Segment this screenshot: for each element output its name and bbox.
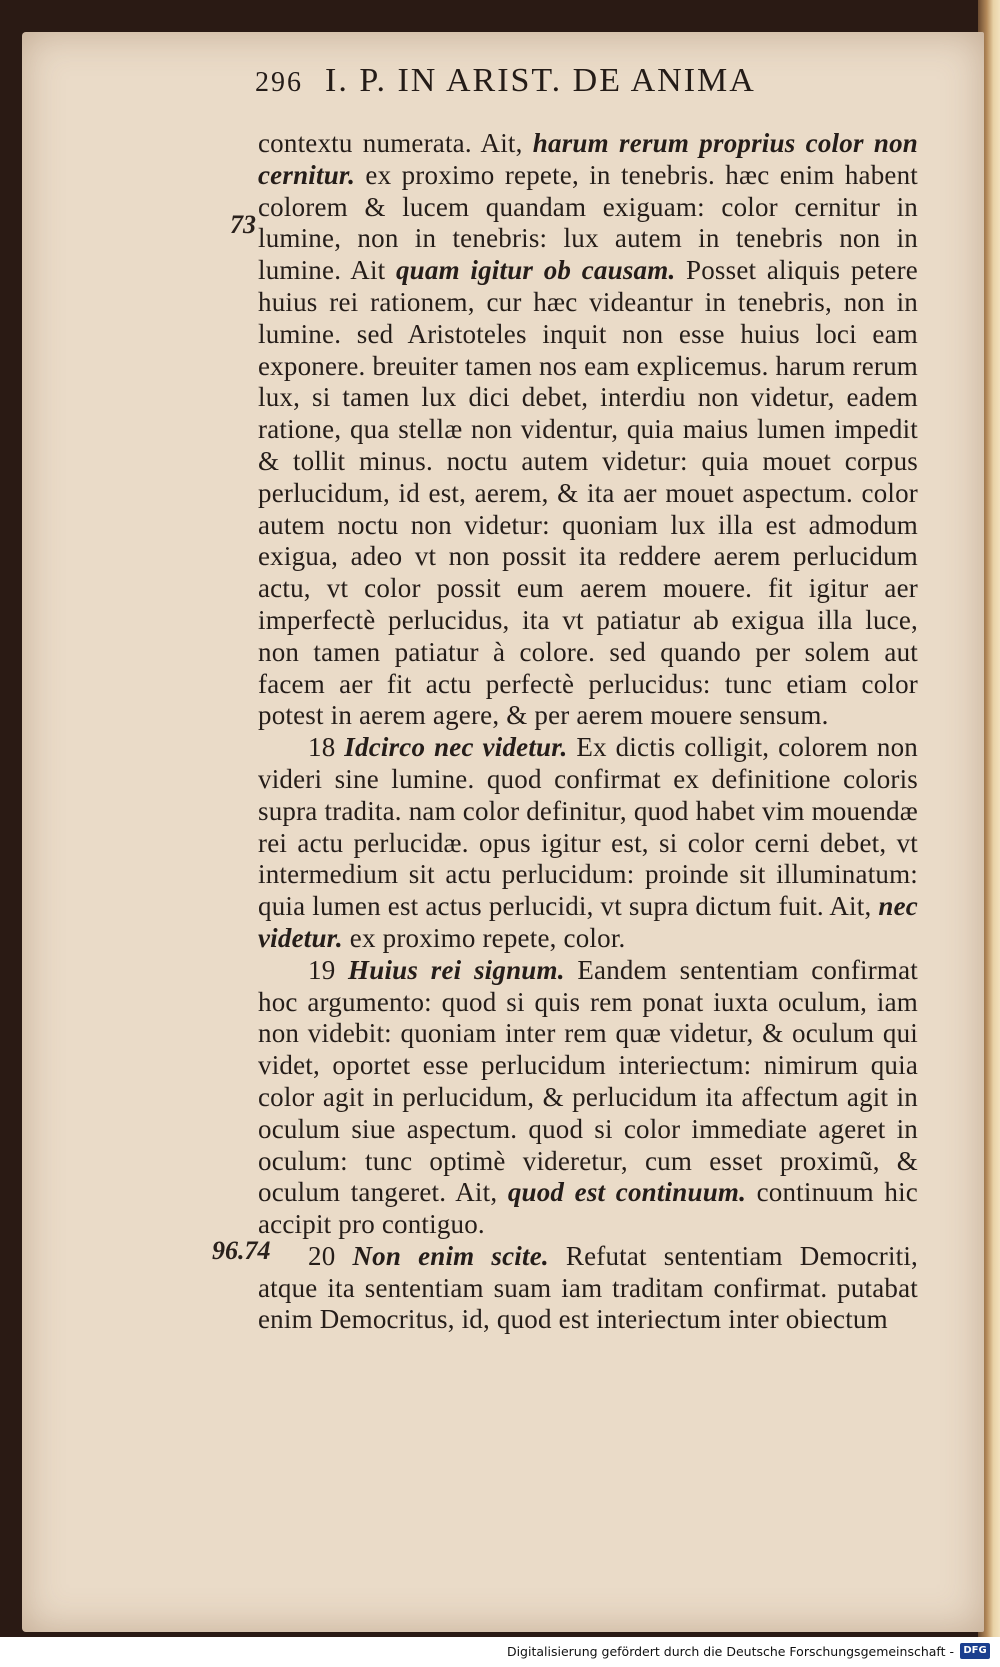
margin-note-73: 73 <box>230 210 256 239</box>
paragraph <box>258 128 918 732</box>
paragraph-text: Ex dictis colligit, colorem non videri sine lumine. quod confirmat ex definitione coloris supra tradita. nam color definitur, quod habet vim mouendæ rei actu perlucidæ. opus igitur est, si color cerni debet, vt intermedium sit actu perlucidum: proinde sit illuminatum: quia lumen est actus perlucidi, vt supra dictum fuit. Ait, <box>258 732 918 922</box>
paragraph <box>258 732 918 955</box>
lemma: harum rerum proprius color non cernitur. <box>258 128 918 190</box>
lemma: quam igitur ob causam. <box>395 255 676 286</box>
footer-credit: Digitalisierung gefördert durch die Deutsche Forschungsgemeinschaft - <box>506 1644 954 1659</box>
page-number: 296 <box>255 67 303 98</box>
paragraph-text: ex proximo repete, in tenebris. hæc enim habent colorem & lucem quandam exiguam: color cernitur in lumine, non in tenebris: lux autem in tenebris non in lumine. Ait <box>258 159 918 286</box>
paragraph <box>258 955 918 1241</box>
dfg-logo: DFG <box>960 1643 990 1659</box>
paragraph-number: 19 <box>308 954 349 985</box>
paragraph-number: 20 <box>308 1240 353 1271</box>
paragraph-text: Eandem sententiam confirmat hoc argumento: quod si quis rem ponat iuxta oculum, iam non videbit: quoniam inter rem quæ videtur, & oculum qui videt, oportet esse perlucidum interiectum: nimirum quia color agit in perlucidum, & perlucidum ita affectum agit in oculum siue aspectum. quod si color immediate ageret in oculum: tunc optimè videretur, cum esset proximũ, & oculum tangeret. Ait, <box>258 954 918 1208</box>
lemma: Huius rei signum. <box>348 954 565 985</box>
running-head-title: I. P. IN ARIST. DE ANIMA <box>325 62 756 99</box>
lemma: nec videtur. <box>258 891 918 953</box>
lemma: quod est continuum. <box>507 1177 747 1208</box>
margin-note-96-74: 96.74 <box>212 1236 271 1265</box>
lemma: Non enim scite. <box>352 1240 549 1271</box>
running-head <box>255 62 855 102</box>
lemma: Idcirco nec videtur. <box>344 732 568 763</box>
paragraph-text: contextu numerata. Ait, <box>258 128 533 158</box>
paragraph-text: Posset aliquis petere huius rei rationem, cur hæc videantur in tenebris, non in lumine. sed Aristoteles inquit non esse huius loci eam exponere. breuiter tamen nos eam explicemus. harum rerum lux, si tamen lux dici debet, interdiu non videtur, eadem ratione, qua stellæ non videntur, quia maius lumen impedit & tollit minus. noctu autem videtur: quia mouet corpus perlucidum, id est, aerem, & ita aer mouet aspectum. color autem noctu non videtur: quoniam lux illa est admodum exigua, adeo vt non possit ita reddere aerem perlucidum actu, vt color possit eum aerem mouere. fit igitur aer imperfectè perlucidus, ita vt patiatur ab exigua illa luce, non tamen patiatur à colore. sed quando per solem aut facem aer fit actu perfectè perlucidus: tunc etiam color potest in aerem agere, & per aerem mouere sensum. <box>258 255 918 731</box>
paragraph-text: ex proximo repete, color. <box>342 922 626 953</box>
body-text <box>258 128 918 1336</box>
footer-bar <box>0 1637 1000 1667</box>
paragraph-number: 18 <box>308 732 345 763</box>
paragraph-text: continuum hic accipit pro contiguo. <box>258 1177 918 1240</box>
paragraph-text: Refutat sententiam Democriti, atque ita sententiam suam iam traditam confirmat. putabat enim Democritus, id, quod est interiectum inter obiectum <box>258 1240 919 1335</box>
paragraph <box>258 1241 918 1336</box>
